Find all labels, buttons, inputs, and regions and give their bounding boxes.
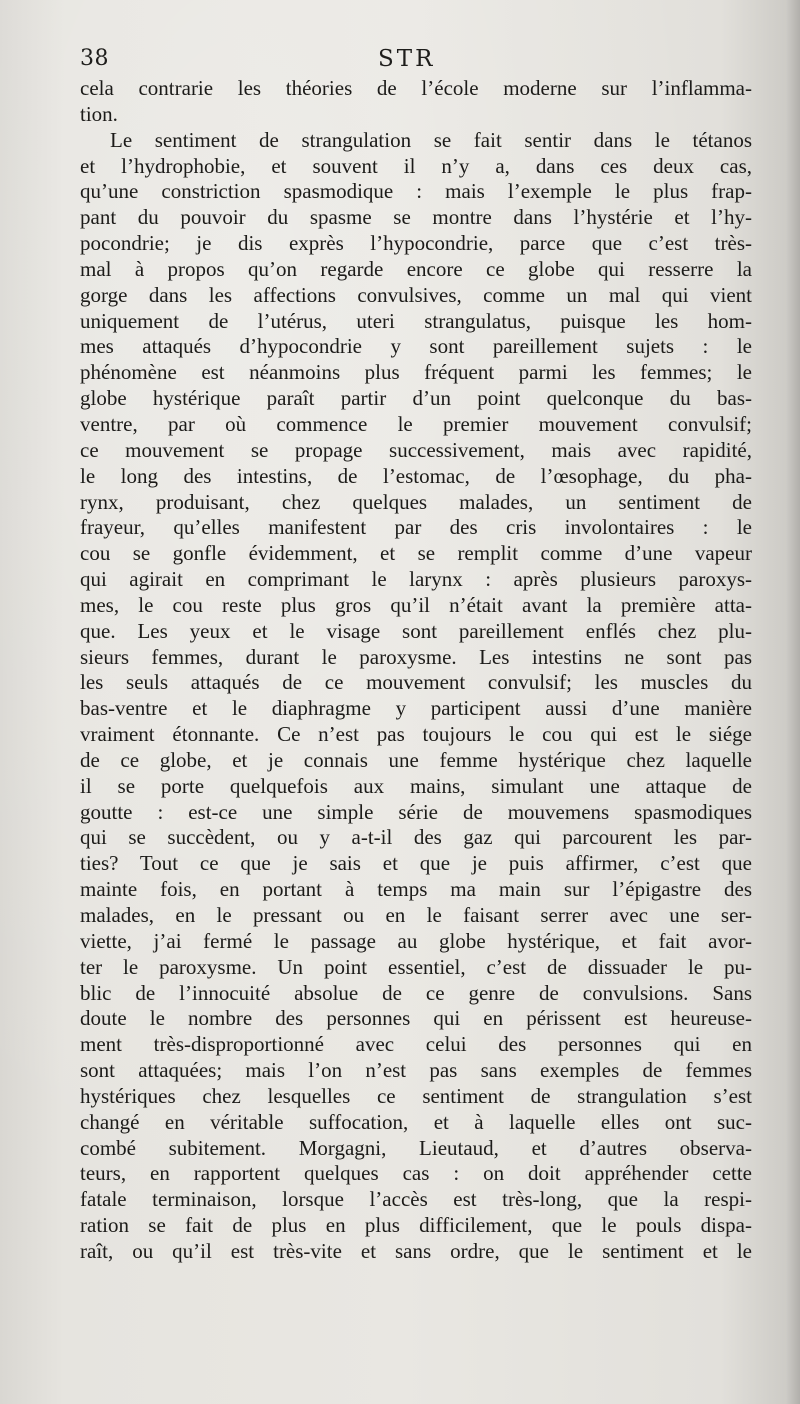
text-line: globe hystérique paraît partir d’un point quelconque du bas-	[80, 386, 752, 411]
running-title: STR	[378, 46, 436, 72]
text-line: frayeur, qu’elles manifestent par des cris involontaires : le	[80, 515, 752, 540]
text-line: qu’une constriction spasmodique : mais l’exemple le plus frap-	[80, 179, 752, 204]
text-line: goutte : est-ce une simple série de mouvemens spasmodiques	[80, 799, 752, 824]
text-line: il se porte quelquefois aux mains, simulant une attaque de	[80, 773, 752, 798]
text-line: phénomène est néanmoins plus fréquent parmi les femmes; le	[80, 360, 752, 385]
text-line: ce mouvement se propage successivement, mais avec rapidité,	[80, 437, 752, 462]
text-line: ment très-disproportionné avec celui des personnes qui en	[80, 1032, 752, 1057]
text-line: gorge dans les affections convulsives, comme un mal qui vient	[80, 282, 752, 307]
text-line: que. Les yeux et le visage sont pareillement enflés chez plu-	[80, 618, 752, 643]
text-line: cou se gonfle évidemment, et se remplit comme d’une vapeur	[80, 541, 752, 566]
text-line: mal à propos qu’on regarde encore ce globe qui resserre la	[80, 256, 752, 281]
text-line: malades, en le pressant ou en le faisant serrer avec une ser-	[80, 903, 752, 927]
text-line: sieurs femmes, durant le paroxysme. Les intestins ne sont pas	[80, 644, 752, 669]
text-line: de ce globe, et je connais une femme hystérique chez laquelle	[80, 747, 752, 772]
text-line: pocondrie; je dis exprès l’hypocondrie, parce que c’est très-	[80, 231, 752, 256]
text-line: changé en véritable suffocation, et à laquelle elles ont suc-	[80, 1109, 752, 1134]
text-line: blic de l’innocuité absolue de ce genre de convulsions. Sans	[80, 980, 752, 1005]
page-number: 38	[80, 46, 109, 71]
body-text	[80, 76, 752, 1265]
text-line: mes attaqués d’hypocondrie y sont pareillement sujets : le	[80, 334, 752, 359]
text-line: combé subitement. Morgagni, Lieutaud, et d’autres observa-	[80, 1135, 752, 1160]
text-line: mes, le cou reste plus gros qu’il n’était avant la première atta-	[80, 592, 752, 617]
text-line: sont attaquées; mais l’on n’est pas sans exemples de femmes	[80, 1058, 752, 1083]
text-line: bas-ventre et le diaphragme y participent aussi d’une manière	[80, 696, 752, 721]
text-line: ventre, par où commence le premier mouvement convulsif;	[80, 411, 752, 436]
text-line: fatale terminaison, lorsque l’accès est très-long, que la respi-	[80, 1187, 752, 1212]
running-head	[80, 46, 748, 80]
text-line: cela contrarie les théories de l’école moderne sur l’inflamma-	[80, 76, 752, 100]
text-line: ter le paroxysme. Un point essentiel, c’est de dissuader le pu-	[80, 954, 752, 979]
text-line: et l’hydrophobie, et souvent il n’y a, dans ces deux cas,	[80, 153, 752, 178]
text-line: mainte fois, en portant à temps ma main sur l’épigastre des	[80, 877, 752, 902]
text-line: qui agirait en comprimant le larynx : après plusieurs paroxys-	[80, 567, 752, 592]
text-line: ration se fait de plus en plus difficilement, que le pouls dispa-	[80, 1213, 752, 1238]
text-line: doute le nombre des personnes qui en périssent est heureuse-	[80, 1006, 752, 1031]
text-line: viette, j’ai fermé le passage au globe hystérique, et fait avor-	[80, 928, 752, 953]
text-line: raît, ou qu’il est très-vite et sans ordre, que le sentiment et le	[80, 1238, 752, 1263]
text-line: ties? Tout ce que je sais et que je puis affirmer, c’est que	[80, 851, 752, 876]
text-line: les seuls attaqués de ce mouvement convulsif; les muscles du	[80, 670, 752, 695]
text-line: rynx, produisant, chez quelques malades, un sentiment de	[80, 489, 752, 514]
text-line: pant du pouvoir du spasme se montre dans l’hystérie et l’hy-	[80, 205, 752, 230]
text-line: Le sentiment de strangulation se fait sentir dans le tétanos	[110, 127, 752, 152]
page-edge-shadow	[786, 0, 800, 1404]
text-line: vraiment étonnante. Ce n’est pas toujours le cou qui est le siége	[80, 722, 752, 747]
text-line: qui se succèdent, ou y a-t-il des gaz qui parcourent les par-	[80, 825, 752, 850]
text-line: tion.	[80, 101, 118, 126]
text-line: uniquement de l’utérus, uteri strangulatus, puisque les hom-	[80, 308, 752, 333]
text-line: le long des intestins, de l’estomac, de l’œsophage, du pha-	[80, 463, 752, 488]
text-line: teurs, en rapportent quelques cas : on doit appréhender cette	[80, 1161, 752, 1186]
text-line: hystériques chez lesquelles ce sentiment de strangulation s’est	[80, 1083, 752, 1108]
